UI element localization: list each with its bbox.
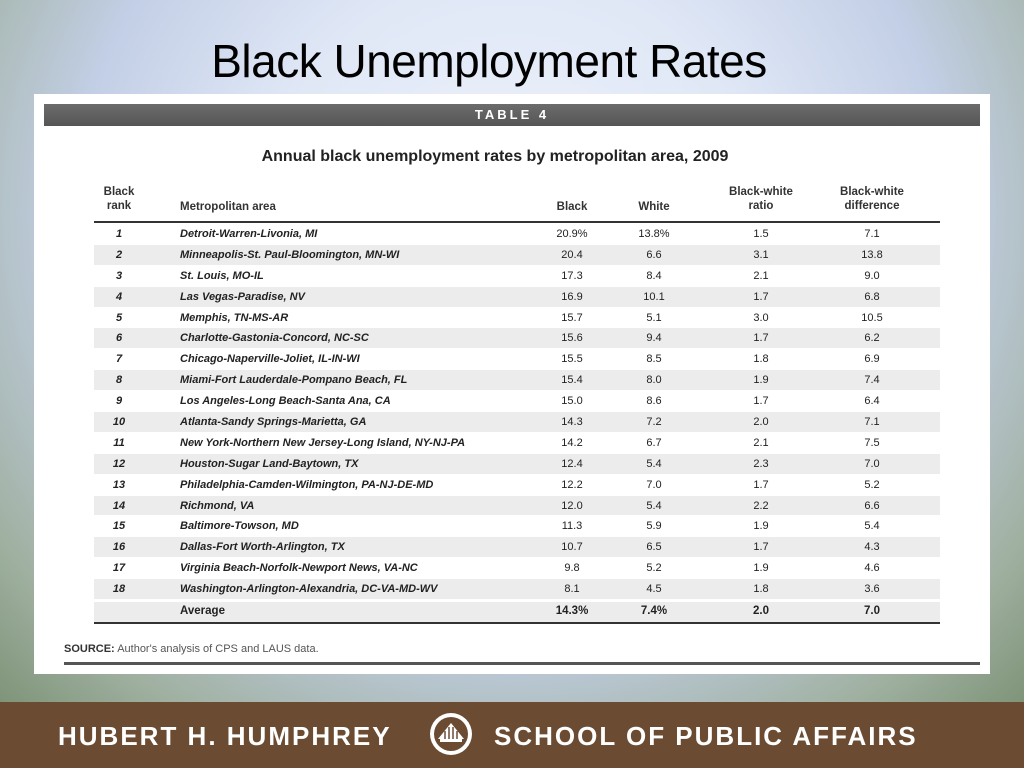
average-white: 7.4% <box>640 605 668 617</box>
table-row <box>94 370 940 391</box>
header-metro: Metropolitan area <box>180 201 276 213</box>
black-rate-cell: 15.6 <box>561 332 583 345</box>
difference-cell: 10.5 <box>861 311 883 324</box>
difference-cell: 3.6 <box>864 583 880 596</box>
rank-cell: 13 <box>112 478 126 491</box>
white-rate-cell: 5.1 <box>646 311 662 324</box>
header-ratio: Black-white ratio <box>729 186 793 212</box>
metro-cell: St. Louis, MO-IL <box>180 269 264 282</box>
metro-cell: Washington-Arlington-Alexandria, DC-VA-MD-WV <box>180 583 438 596</box>
rank-cell: 16 <box>112 541 126 554</box>
rank-cell: 8 <box>115 374 123 387</box>
white-rate-cell: 7.0 <box>646 478 662 491</box>
table-image <box>34 94 990 674</box>
metro-cell: Philadelphia-Camden-Wilmington, PA-NJ-DE-MD <box>180 478 434 491</box>
ratio-cell: 1.8 <box>753 353 769 366</box>
white-rate-cell: 6.6 <box>646 248 662 261</box>
ratio-cell: 2.3 <box>753 457 769 470</box>
ratio-cell: 3.1 <box>753 248 769 261</box>
white-rate-cell: 5.4 <box>646 457 662 470</box>
table-body <box>94 224 940 600</box>
metro-cell: Atlanta-Sandy Springs-Marietta, GA <box>180 416 367 429</box>
header-diff: Black-white difference <box>840 186 904 212</box>
ratio-cell: 1.8 <box>753 583 769 596</box>
footer-banner <box>0 702 1024 768</box>
header-rule <box>94 221 940 223</box>
white-rate-cell: 6.5 <box>646 541 662 554</box>
ratio-cell: 1.9 <box>753 520 769 533</box>
rank-cell: 10 <box>112 416 126 429</box>
average-label: Average <box>180 605 225 617</box>
difference-cell: 5.4 <box>864 520 880 533</box>
white-rate-cell: 9.4 <box>646 332 662 345</box>
rank-cell: 4 <box>115 290 123 303</box>
ratio-cell: 1.9 <box>753 562 769 575</box>
table-row <box>94 328 940 349</box>
rank-cell: 17 <box>112 562 126 575</box>
white-rate-cell: 5.2 <box>646 562 662 575</box>
difference-cell: 9.0 <box>864 269 880 282</box>
header-black: Black <box>556 201 588 213</box>
white-rate-cell: 6.7 <box>646 436 662 449</box>
difference-cell: 4.3 <box>864 541 880 554</box>
black-rate-cell: 15.0 <box>561 395 583 408</box>
white-rate-cell: 5.9 <box>646 520 662 533</box>
white-rate-cell: 8.4 <box>646 269 662 282</box>
difference-cell: 7.4 <box>864 374 880 387</box>
ratio-cell: 2.1 <box>753 436 769 449</box>
ratio-cell: 2.0 <box>753 416 769 429</box>
white-rate-cell: 4.5 <box>646 583 662 596</box>
difference-cell: 6.8 <box>864 290 880 303</box>
table-row <box>94 391 940 412</box>
black-rate-cell: 12.4 <box>561 457 583 470</box>
black-rate-cell: 15.5 <box>561 353 583 366</box>
black-rate-cell: 14.2 <box>561 436 583 449</box>
table-row <box>94 558 940 579</box>
black-rate-cell: 14.3 <box>561 416 583 429</box>
metro-cell: Charlotte-Gastonia-Concord, NC-SC <box>180 332 369 345</box>
table-row <box>94 454 940 475</box>
black-rate-cell: 10.7 <box>561 541 583 554</box>
ratio-cell: 1.7 <box>753 541 769 554</box>
metro-cell: Miami-Fort Lauderdale-Pompano Beach, FL <box>180 374 408 387</box>
black-rate-cell: 11.3 <box>561 520 583 533</box>
metro-cell: Chicago-Naperville-Joliet, IL-IN-WI <box>180 353 360 366</box>
rank-cell: 5 <box>115 311 123 324</box>
table-row <box>94 266 940 287</box>
table-row <box>94 224 940 245</box>
table-row <box>94 433 940 454</box>
rank-cell: 9 <box>115 395 123 408</box>
metro-cell: Memphis, TN-MS-AR <box>180 311 289 324</box>
difference-cell: 7.0 <box>864 457 880 470</box>
black-rate-cell: 15.4 <box>561 374 583 387</box>
rank-cell: 6 <box>115 332 123 345</box>
source-text: Author's analysis of CPS and LAUS data. <box>117 643 319 655</box>
white-rate-cell: 5.4 <box>646 499 662 512</box>
average-rule <box>94 622 940 624</box>
rank-cell: 1 <box>115 228 123 240</box>
difference-cell: 6.6 <box>864 499 880 512</box>
table-row <box>94 475 940 496</box>
white-rate-cell: 10.1 <box>643 290 665 303</box>
table-header <box>44 185 980 221</box>
white-rate-cell: 8.0 <box>646 374 662 387</box>
ratio-cell: 2.1 <box>753 269 769 282</box>
metro-cell: New York-Northern New Jersey-Long Island, NY-NJ-PA <box>180 436 466 449</box>
difference-cell: 6.4 <box>864 395 880 408</box>
average-black: 14.3% <box>555 605 589 617</box>
table-caption: Annual black unemployment rates by metropolitan area, 2009 <box>261 148 729 165</box>
rank-cell: 14 <box>112 499 126 512</box>
rank-cell: 11 <box>113 436 125 449</box>
metro-cell: Houston-Sugar Land-Baytown, TX <box>180 457 359 470</box>
black-rate-cell: 20.4 <box>561 248 583 261</box>
bottom-rule <box>64 662 980 665</box>
table-label: TABLE 4 <box>44 104 980 126</box>
footer-left-text: HUBERT H. HUMPHREY <box>58 721 392 751</box>
ratio-cell: 3.0 <box>753 311 769 324</box>
black-rate-cell: 20.9% <box>556 228 588 240</box>
metro-cell: Virginia Beach-Norfolk-Newport News, VA-NC <box>180 562 418 575</box>
table-row <box>94 537 940 558</box>
white-rate-cell: 13.8% <box>638 228 670 240</box>
white-rate-cell: 8.6 <box>646 395 662 408</box>
ratio-cell: 1.7 <box>753 332 769 345</box>
black-rate-cell: 17.3 <box>561 269 583 282</box>
metro-cell: Dallas-Fort Worth-Arlington, TX <box>180 541 345 554</box>
average-diff: 7.0 <box>864 605 880 617</box>
table-row <box>94 349 940 370</box>
ratio-cell: 1.5 <box>753 228 769 240</box>
white-rate-cell: 7.2 <box>646 416 662 429</box>
table-row <box>94 516 940 537</box>
metro-cell: Minneapolis-St. Paul-Bloomington, MN-WI <box>180 248 400 261</box>
table-row <box>94 579 940 600</box>
ratio-cell: 2.2 <box>753 499 769 512</box>
black-rate-cell: 12.2 <box>561 478 583 491</box>
rank-cell: 7 <box>115 353 123 366</box>
header-white: White <box>638 201 670 213</box>
rank-cell: 2 <box>115 248 123 261</box>
rank-cell: 18 <box>112 583 126 596</box>
rank-cell: 12 <box>112 457 126 470</box>
ratio-cell: 1.7 <box>753 290 769 303</box>
slide-title: Black Unemployment Rates <box>211 35 767 87</box>
table-source <box>64 643 319 655</box>
humphrey-school-logo-icon <box>428 711 474 757</box>
difference-cell: 4.6 <box>864 562 880 575</box>
header-rank: Black rank <box>103 186 135 212</box>
difference-cell: 7.1 <box>864 416 880 429</box>
difference-cell: 7.1 <box>864 228 880 240</box>
rank-cell: 3 <box>115 269 123 282</box>
metro-cell: Richmond, VA <box>180 499 255 512</box>
metro-cell: Los Angeles-Long Beach-Santa Ana, CA <box>180 395 391 408</box>
black-rate-cell: 9.8 <box>564 562 580 575</box>
difference-cell: 6.2 <box>864 332 880 345</box>
metro-cell: Baltimore-Towson, MD <box>180 520 299 533</box>
rank-cell: 15 <box>112 520 126 533</box>
metro-cell: Las Vegas-Paradise, NV <box>180 290 305 303</box>
black-rate-cell: 12.0 <box>561 499 583 512</box>
footer-right-text: SCHOOL OF PUBLIC AFFAIRS <box>494 721 918 751</box>
average-row <box>94 602 940 622</box>
table-row <box>94 412 940 433</box>
table-row <box>94 496 940 517</box>
black-rate-cell: 8.1 <box>564 583 580 596</box>
difference-cell: 6.9 <box>864 353 880 366</box>
source-label: SOURCE: <box>64 643 115 655</box>
difference-cell: 7.5 <box>864 436 880 449</box>
table-row <box>94 245 940 266</box>
black-rate-cell: 15.7 <box>561 311 583 324</box>
ratio-cell: 1.7 <box>753 395 769 408</box>
black-rate-cell: 16.9 <box>561 290 583 303</box>
ratio-cell: 1.7 <box>753 478 769 491</box>
table-row <box>94 287 940 308</box>
white-rate-cell: 8.5 <box>646 353 662 366</box>
difference-cell: 5.2 <box>864 478 880 491</box>
table-row <box>94 308 940 329</box>
metro-cell: Detroit-Warren-Livonia, MI <box>180 228 318 240</box>
ratio-cell: 1.9 <box>753 374 769 387</box>
average-ratio: 2.0 <box>753 605 769 617</box>
difference-cell: 13.8 <box>861 248 883 261</box>
